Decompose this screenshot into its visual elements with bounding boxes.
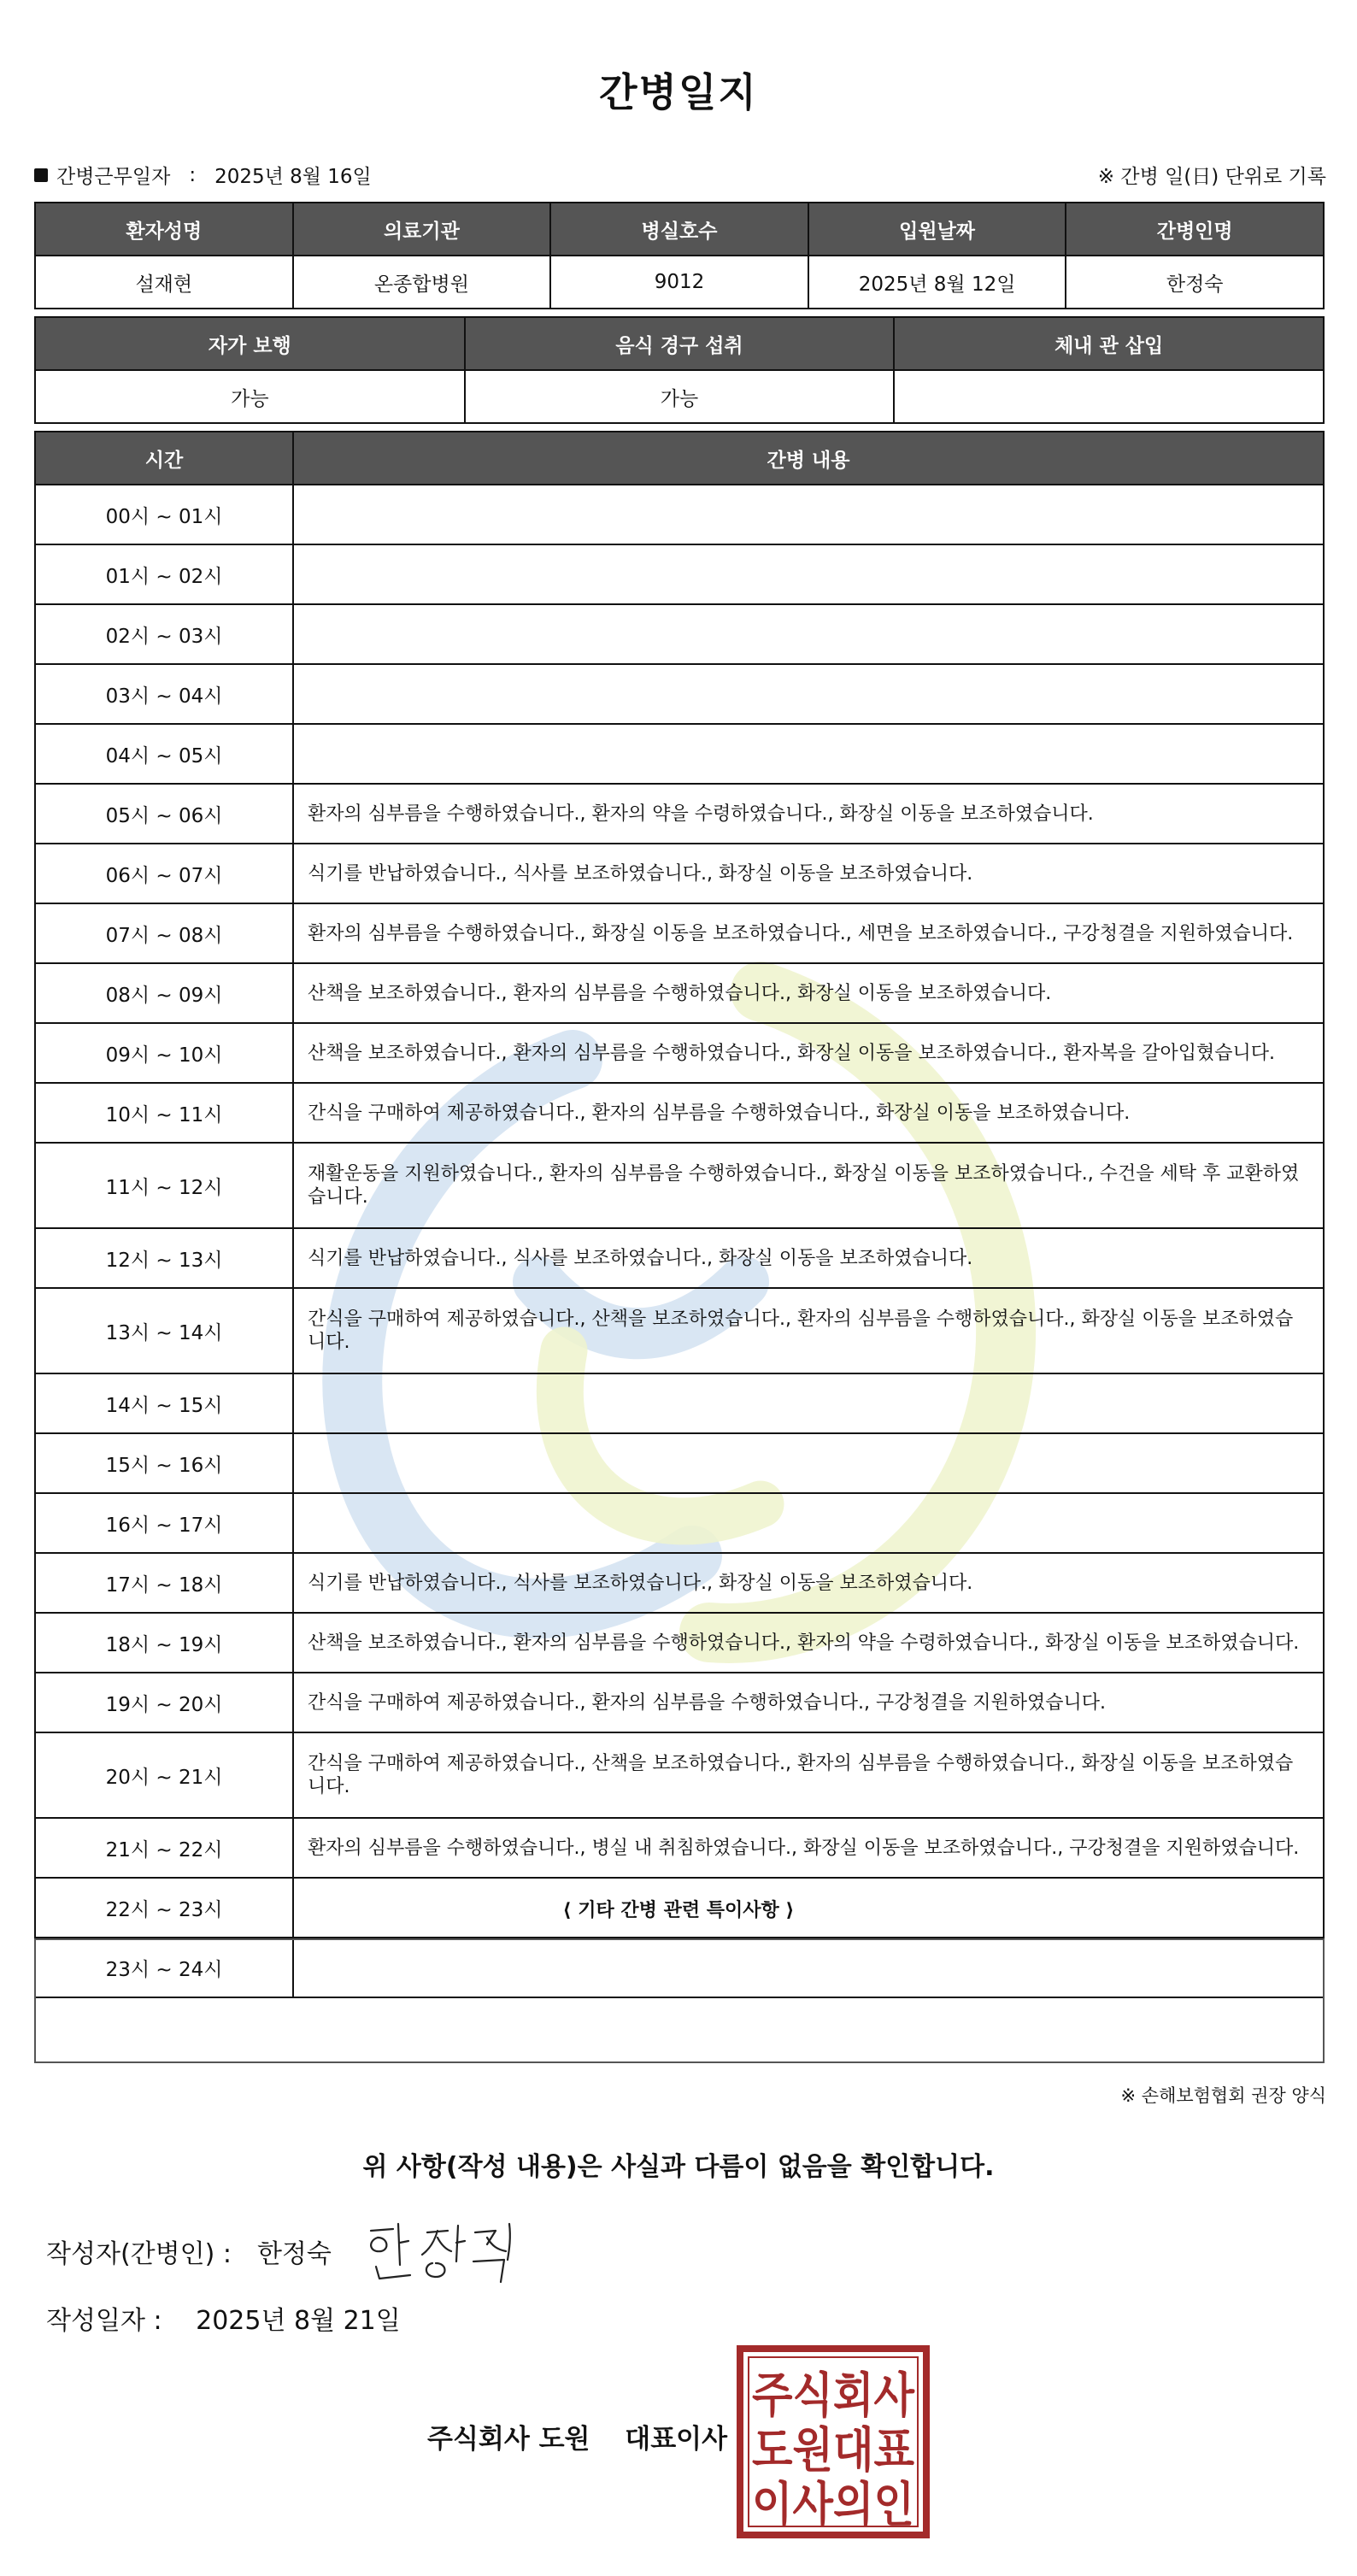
table-row: [35, 1143, 1324, 1228]
table-row: [35, 784, 1324, 844]
log-content: 식기를 반납하였습니다., 식사를 보조하였습니다., 화장실 이동을 보조하였습니다.: [293, 1553, 1324, 1613]
log-time: 13시 ~ 14시: [35, 1288, 293, 1373]
table-row: [35, 724, 1324, 784]
written-date-value: 2025년 8월 21일: [196, 2306, 401, 2336]
log-content: [293, 544, 1324, 604]
svg-text:도원대표: 도원대표: [752, 2423, 914, 2479]
log-time: 19시 ~ 20시: [35, 1673, 293, 1732]
log-content: 간식을 구매하여 제공하였습니다., 산책을 보조하였습니다., 환자의 심부름을 수행하였습니다., 화장실 이동을 보조하였습니다.: [293, 1288, 1324, 1373]
document-title: 간병일지: [599, 69, 758, 115]
log-time: 02시 ~ 03시: [35, 604, 293, 664]
header-time: 시간: [35, 432, 293, 485]
special-notes-title: ⟨ 기타 간병 관련 특이사항 ⟩: [562, 1900, 795, 1921]
header-tube: 체내 관 삽입: [894, 317, 1324, 370]
record-note: ※ 간병 일(日) 단위로 기록: [1097, 166, 1326, 188]
table-row: [35, 1288, 1324, 1373]
company-title: 대표이사: [625, 2424, 728, 2455]
table-row: [35, 844, 1324, 903]
table-row: [35, 485, 1324, 544]
table-row: [35, 1818, 1324, 1878]
header-walking: 자가 보행: [35, 317, 465, 370]
log-time: 16시 ~ 17시: [35, 1493, 293, 1553]
log-content: 환자의 심부름을 수행하였습니다., 환자의 약을 수령하였습니다., 화장실 이동을 보조하였습니다.: [293, 784, 1324, 844]
log-content: 환자의 심부름을 수행하였습니다., 화장실 이동을 보조하였습니다., 세면을 보조하였습니다., 구강청결을 지원하였습니다.: [293, 903, 1324, 963]
log-content: 재활운동을 지원하였습니다., 환자의 심부름을 수행하였습니다., 화장실 이동을 보조하였습니다., 수건을 세탁 후 교환하였습니다.: [293, 1143, 1324, 1228]
work-date-label: 간병근무일자: [56, 166, 171, 188]
walking-status: 가능: [35, 370, 465, 423]
log-content: 간식을 구매하여 제공하였습니다., 산책을 보조하였습니다., 환자의 심부름을 수행하였습니다., 화장실 이동을 보조하였습니다.: [293, 1732, 1324, 1818]
log-time: 03시 ~ 04시: [35, 664, 293, 724]
log-time: 05시 ~ 06시: [35, 784, 293, 844]
log-time: 09시 ~ 10시: [35, 1023, 293, 1083]
log-time: 18시 ~ 19시: [35, 1613, 293, 1673]
company-name: 주식회사 도원: [427, 2424, 590, 2455]
header-patient-name: 환자성명: [35, 203, 293, 256]
work-date-value: 2025년 8월 16일: [214, 166, 372, 188]
tube-status: [894, 370, 1324, 423]
log-time: 00시 ~ 01시: [35, 485, 293, 544]
log-time: 23시 ~ 24시: [35, 1938, 293, 1997]
log-time: 22시 ~ 23시: [35, 1878, 293, 1938]
company-signatory: [427, 2417, 727, 2455]
form-source-note: ※ 손해보험협회 권장 양식: [1120, 2085, 1326, 2106]
log-content: 환자의 심부름을 수행하였습니다., 병실 내 취침하였습니다., 화장실 이동을 보조하였습니다., 구강청결을 지원하였습니다.: [293, 1818, 1324, 1878]
confirmation-statement: 위 사항(작성 내용)은 사실과 다름이 없음을 확인합니다.: [362, 2152, 995, 2182]
hospital-name: 온종합병원: [293, 256, 551, 309]
header-hospital: 의료기관: [293, 203, 551, 256]
table-row: [35, 1228, 1324, 1288]
written-date-row: [46, 2299, 401, 2337]
log-content: 식기를 반납하였습니다., 식사를 보조하였습니다., 화장실 이동을 보조하였습니다.: [293, 844, 1324, 903]
log-time: 14시 ~ 15시: [35, 1373, 293, 1433]
table-row: [35, 1083, 1324, 1143]
table-row: [35, 903, 1324, 963]
log-time: 11시 ~ 12시: [35, 1143, 293, 1228]
table-row: [35, 604, 1324, 664]
caregiver-name: 한정숙: [1066, 256, 1324, 309]
care-log-table: [34, 431, 1325, 1998]
log-time: 07시 ~ 08시: [35, 903, 293, 963]
table-row: [35, 1553, 1324, 1613]
table-row: [35, 664, 1324, 724]
patient-info-table: [34, 202, 1325, 309]
room-number: 9012: [550, 256, 808, 309]
log-time: 01시 ~ 02시: [35, 544, 293, 604]
writer-name: 한정숙: [256, 2239, 332, 2269]
work-date-colon: :: [189, 163, 197, 186]
svg-text:이사의인: 이사의인: [752, 2478, 914, 2533]
log-content: [293, 604, 1324, 664]
log-content: [293, 1433, 1324, 1493]
log-content: 간식을 구매하여 제공하였습니다., 환자의 심부름을 수행하였습니다., 화장실 이동을 보조하였습니다.: [293, 1083, 1324, 1143]
log-content: 산책을 보조하였습니다., 환자의 심부름을 수행하였습니다., 화장실 이동을 보조하였습니다.: [293, 963, 1324, 1023]
log-time: 04시 ~ 05시: [35, 724, 293, 784]
table-row: [35, 1613, 1324, 1673]
log-time: 15시 ~ 16시: [35, 1433, 293, 1493]
handwritten-signature: [359, 2212, 530, 2289]
table-row: [35, 1373, 1324, 1433]
header-oral-intake: 음식 경구 섭취: [465, 317, 895, 370]
oral-intake-status: 가능: [465, 370, 895, 423]
patient-status-table: [34, 316, 1325, 424]
log-time: 08시 ~ 09시: [35, 963, 293, 1023]
log-time: 17시 ~ 18시: [35, 1553, 293, 1613]
log-content: [293, 724, 1324, 784]
table-row: [35, 1493, 1324, 1553]
header-care-content: 간병 내용: [293, 432, 1324, 485]
company-seal-stamp: [737, 2345, 930, 2538]
table-row: [35, 1023, 1324, 1083]
log-content: [293, 485, 1324, 544]
table-row: [35, 544, 1324, 604]
writer-row: [46, 2232, 332, 2270]
written-date-label: 작성일자 :: [46, 2306, 162, 2336]
log-content: 산책을 보조하였습니다., 환자의 심부름을 수행하였습니다., 화장실 이동을 보조하였습니다., 환자복을 갈아입혔습니다.: [293, 1023, 1324, 1083]
table-row: [35, 1433, 1324, 1493]
header-room: 병실호수: [550, 203, 808, 256]
log-content: [293, 664, 1324, 724]
log-content: 식기를 반납하였습니다., 식사를 보조하였습니다., 화장실 이동을 보조하였습니다.: [293, 1228, 1324, 1288]
log-time: 10시 ~ 11시: [35, 1083, 293, 1143]
svg-text:주식회사: 주식회사: [752, 2368, 915, 2424]
table-row: [35, 1673, 1324, 1732]
work-date-row: [34, 161, 372, 189]
header-admission-date: 입원날짜: [808, 203, 1066, 256]
log-time: 21시 ~ 22시: [35, 1818, 293, 1878]
special-notes-box: [34, 1938, 1325, 2063]
log-time: 20시 ~ 21시: [35, 1732, 293, 1818]
log-content: [293, 1373, 1324, 1433]
log-content: [293, 1493, 1324, 1553]
table-row: [35, 963, 1324, 1023]
header-caregiver: 간병인명: [1066, 203, 1324, 256]
log-content: 간식을 구매하여 제공하였습니다., 환자의 심부름을 수행하였습니다., 구강청결을 지원하였습니다.: [293, 1673, 1324, 1732]
log-content: 산책을 보조하였습니다., 환자의 심부름을 수행하였습니다., 환자의 약을 수령하였습니다., 화장실 이동을 보조하였습니다.: [293, 1613, 1324, 1673]
log-time: 06시 ~ 07시: [35, 844, 293, 903]
admission-date: 2025년 8월 12일: [808, 256, 1066, 309]
writer-label: 작성자(간병인) :: [46, 2239, 232, 2269]
bullet-square-icon: [34, 168, 48, 182]
log-time: 12시 ~ 13시: [35, 1228, 293, 1288]
table-row: [35, 1732, 1324, 1818]
patient-name: 설재현: [35, 256, 293, 309]
